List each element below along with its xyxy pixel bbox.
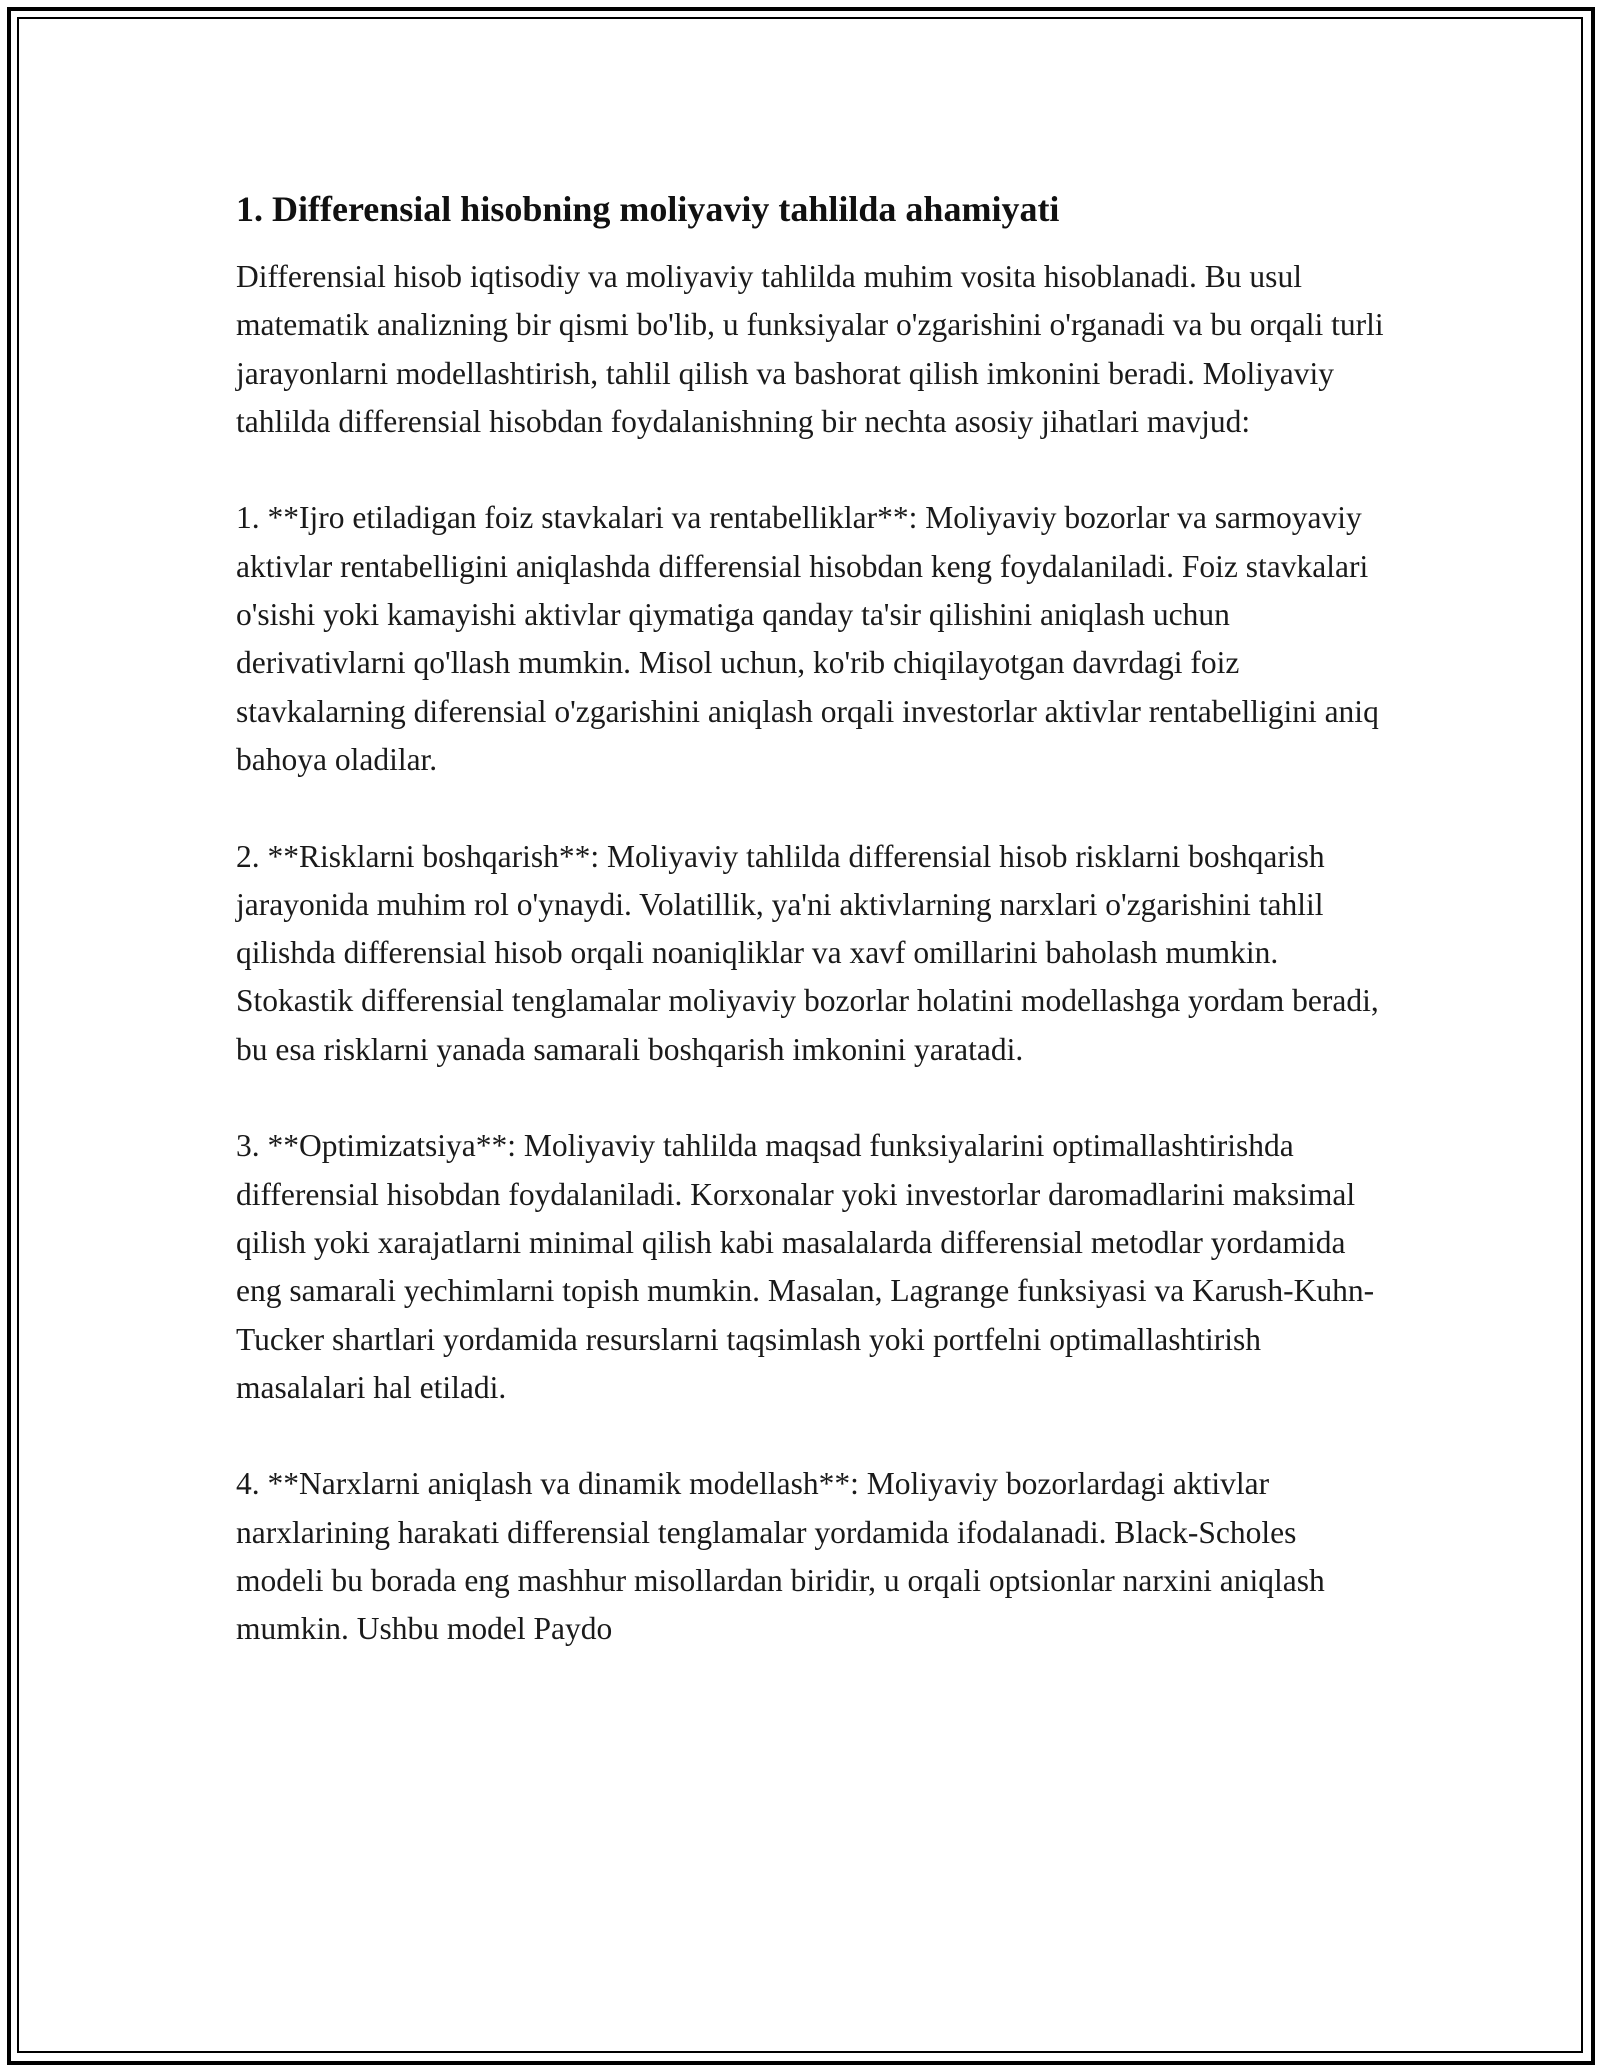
section-heading: 1. Differensial hisobning moliyaviy tahlilda ahamiyati bbox=[236, 189, 1060, 229]
paragraph-pricing-models: 4. **Narxlarni aniqlash va dinamik modellash**: Moliyaviy bozorlardagi aktivlar narxlarining harakati differensial tenglamalar yordamida ifodalanadi. Black-Scholes modeli bu borada eng mashhur misollardan biridir, u orqali optsionlar narxini aniqlash mumkin. Ushbu model Paydo bbox=[236, 1466, 1325, 1647]
paragraph-optimization: 3. **Optimizatsiya**: Moliyaviy tahlilda maqsad funksiyalarini optimallashtirishda differensial hisobdan foydalaniladi. Korxonalar yoki investorlar daromadlarini maksimal qilish yoki xarajatlarni minimal qilish kabi masalalarda differensial metodlar yordamida eng samarali yechimlarni topish mumkin. Masalan, Lagrange funksiyasi va Karush-Kuhn-Tucker shartlari yordamida resurslarni taqsimlash yoki portfelni optimallashtirish masalalari hal etiladi. bbox=[236, 1128, 1375, 1405]
paragraph-interest-rates: 1. **Ijro etiladigan foiz stavkalari va rentabelliklar**: Moliyaviy bozorlar va sarmoyaviy aktivlar rentabelligini aniqlashda differensial hisobdan keng foydalaniladi. Foiz stavkalari o'sishi yoki kamayishi aktivlar qiymatiga qanday ta'sir qilishini aniqlash uchun derivativlarni qo'llash mumkin. Misol uchun, ko'rib chiqilayotgan davrdagi foiz stavkalarning diferensial o'zgarishini aniqlash orqali investorlar aktivlar rentabelligini aniq bahoya oladilar. bbox=[236, 500, 1379, 777]
document-body bbox=[236, 185, 1386, 1702]
paragraph-risk-management: 2. **Risklarni boshqarish**: Moliyaviy tahlilda differensial hisob risklarni boshqarish jarayonida muhim rol o'ynaydi. Volatillik, ya'ni aktivlarning narxlari o'zgarishini tahlil qilishda differensial hisob orqali noaniqliklar va xavf omillarini baholash mumkin. Stokastik differensial tenglamalar moliyaviy bozorlar holatini modellashga yordam beradi, bu esa risklarni yanada samarali boshqarish imkonini yaratadi. bbox=[236, 838, 1379, 1067]
intro-paragraph: Differensial hisob iqtisodiy va moliyaviy tahlilda muhim vosita hisoblanadi. Bu usul matematik analizning bir qismi bo'lib, u funksiyalar o'zgarishini o'rganadi va bu orqali turli jarayonlarni modellashtirish, tahlil qilish va bashorat qilish imkonini beradi. Moliyaviy tahlilda differensial hisobdan foydalanishning bir nechta asosiy jihatlari mavjud: bbox=[236, 259, 1384, 439]
